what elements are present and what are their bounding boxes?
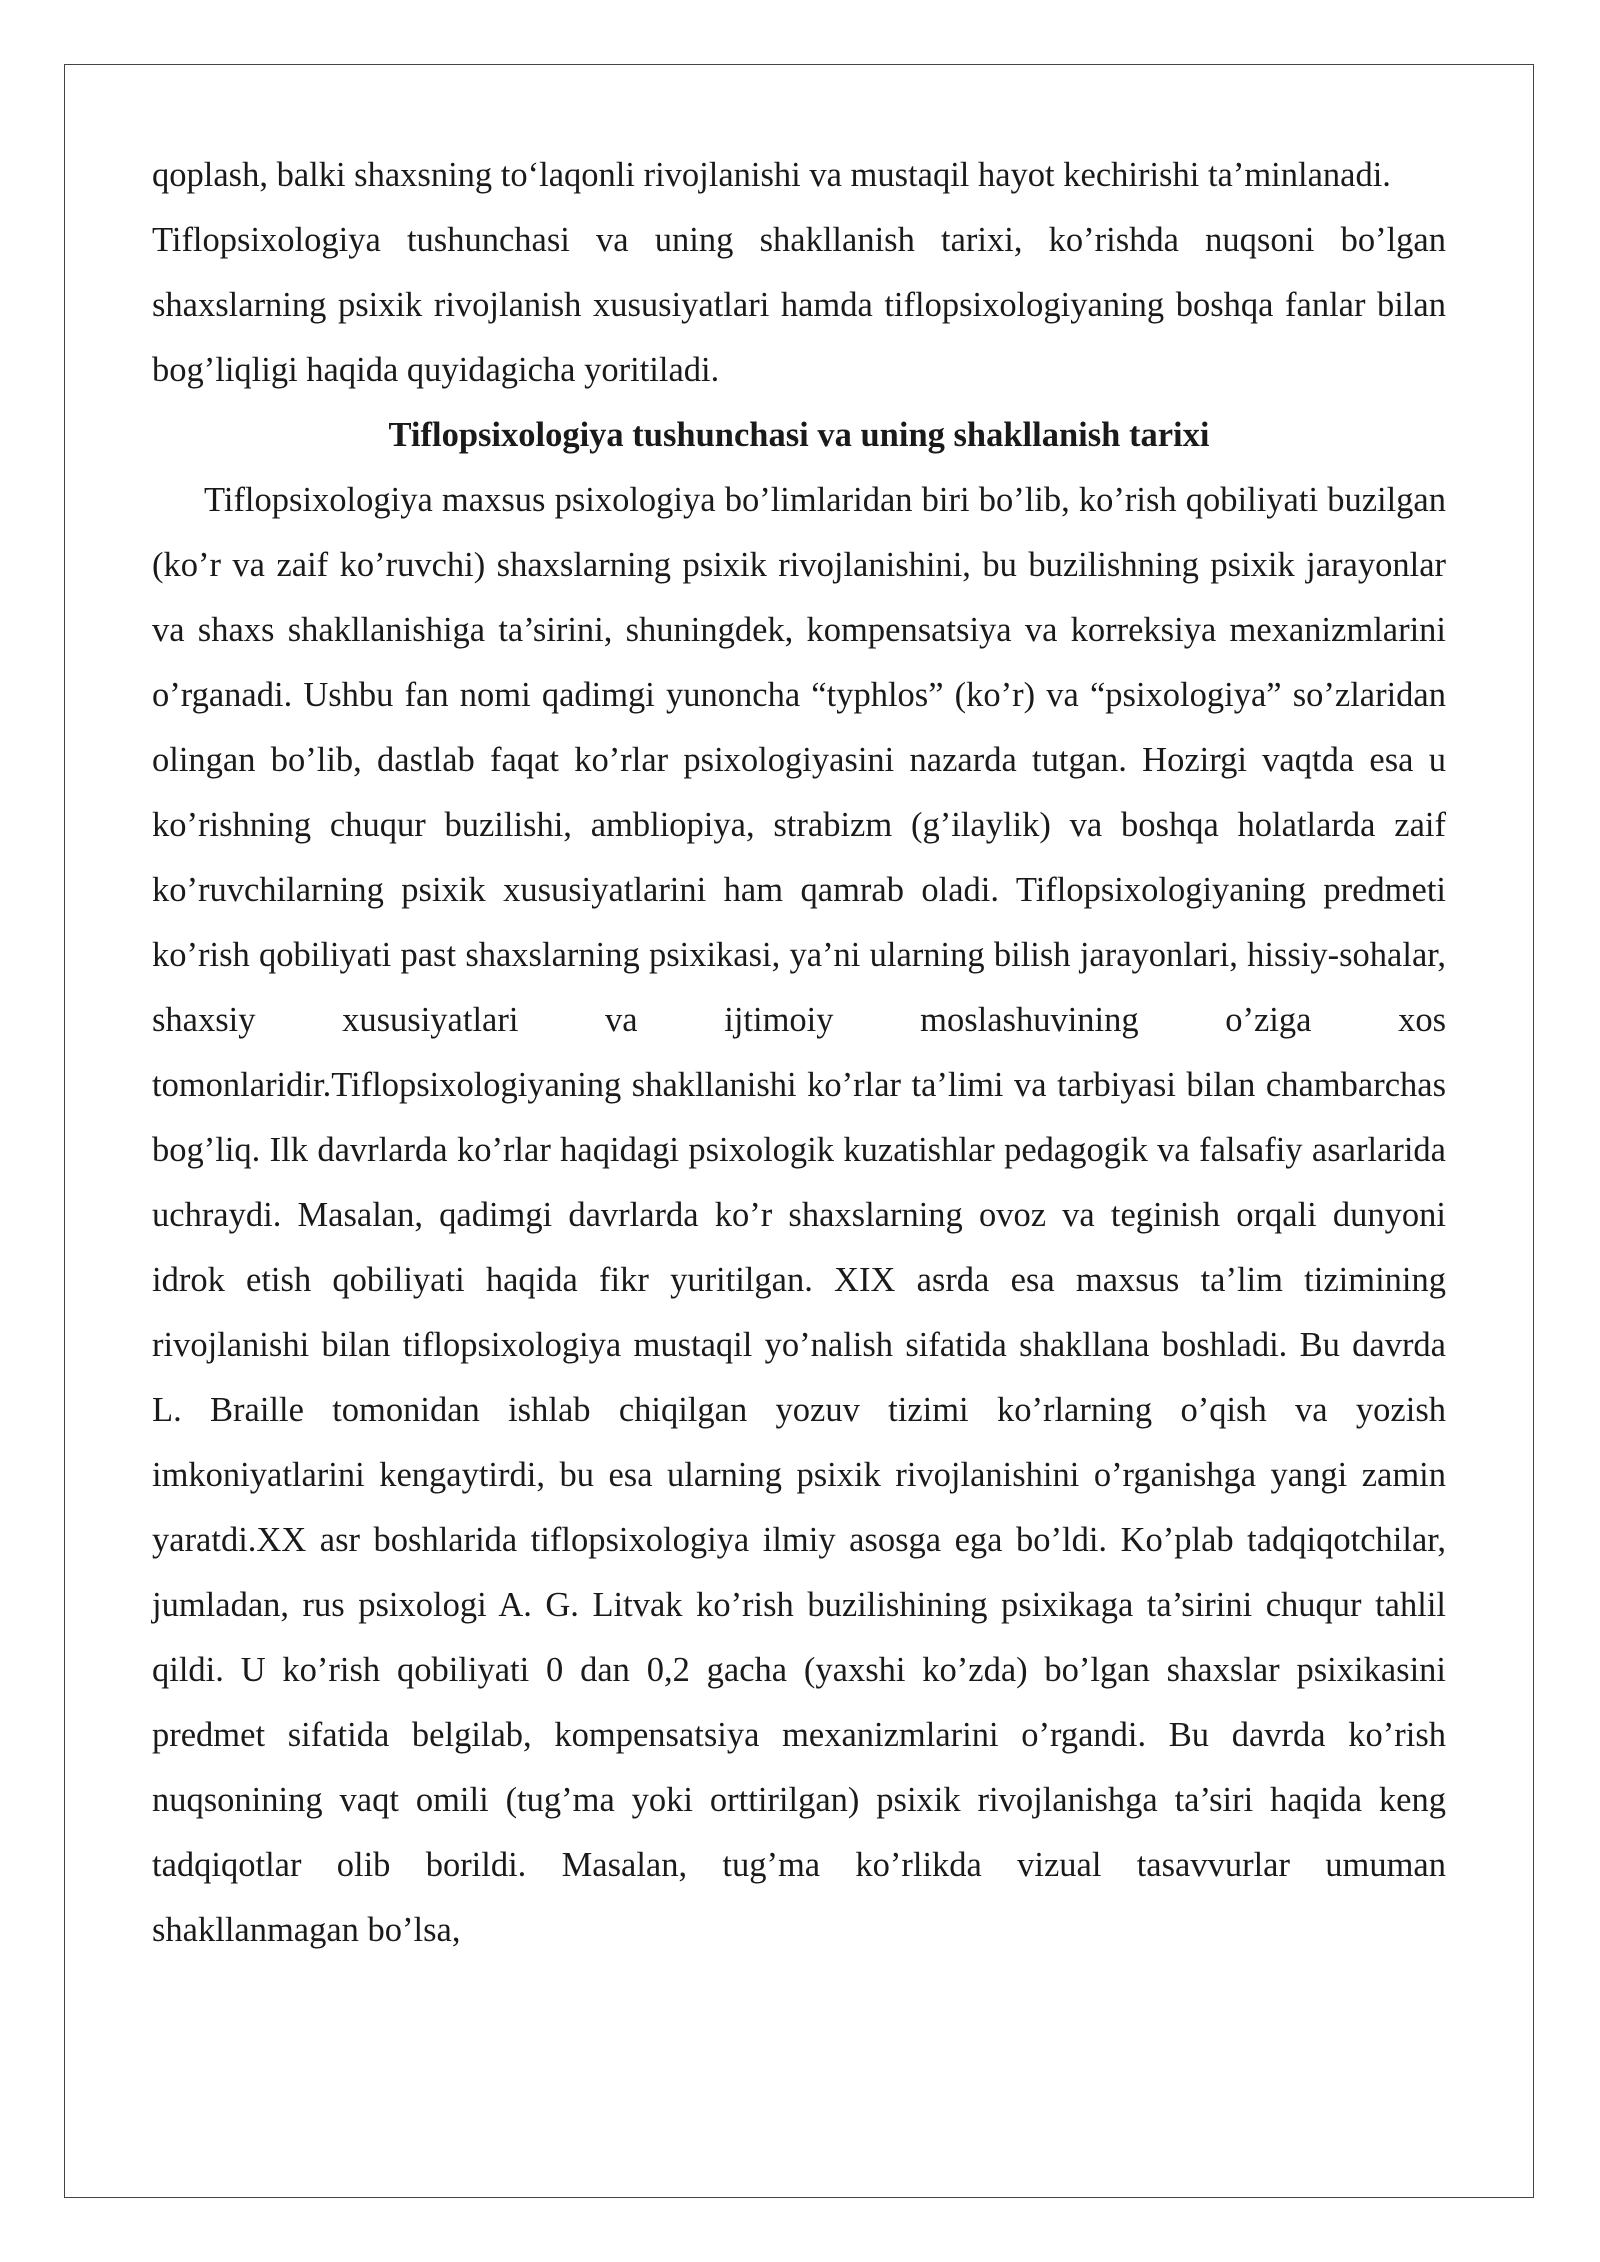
intro-paragraph-1: qoplash, balki shaxsning to‘laqonli rivojlanishi va mustaqil hayot kechirishi ta’minlanadi. [152, 156, 1391, 194]
intro-paragraph-2: Tiflopsixologiya tushunchasi va uning shakllanish tarixi, ko’rishda nuqsoni bo’lgan shaxslarning psixik rivojlanish xususiyatlari hamda tiflopsixologiyaning boshqa fanlar bilan bog’liqligi haqida quyidagicha yoritiladi. [152, 221, 1446, 389]
page-content [152, 143, 1446, 1963]
section-heading: Tiflopsixologiya tushunchasi va uning shakllanish tarixi [388, 416, 1210, 454]
body-paragraph: Tiflopsixologiya maxsus psixologiya bo’limlaridan biri bo’lib, ko’rish qobiliyati buzilgan (ko’r va zaif ko’ruvchi) shaxslarning psixik rivojlanishini, bu buzilishning psixik jarayonlar va shaxs shakllanishiga ta’sirini, shuningdek, kompensatsiya va korreksiya mexanizmlarini o’rganadi. Ushbu fan nomi qadimgi yunoncha “typhlos” (ko’r) va “psixologiya” so’zlaridan olingan bo’lib, dastlab faqat ko’rlar psixologiyasini nazarda tutgan. Hozirgi vaqtda esa u ko’rishning chuqur buzilishi, ambliopiya, strabizm (g’ilaylik) va boshqa holatlarda zaif ko’ruvchilarning psixik xususiyatlarini ham qamrab oladi. Tiflopsixologiyaning predmeti ko’rish qobiliyati past shaxslarning psixikasi, ya’ni ularning bilish jarayonlari, hissiy-sohalar, shaxsiy xususiyatlari va ijtimoiy moslashuvining o’ziga xos tomonlaridir.Tiflopsixologiyaning shakllanishi ko’rlar ta’limi va tarbiyasi bilan chambarchas bog’liq. Ilk davrlarda ko’rlar haqidagi psixologik kuzatishlar pedagogik va falsafiy asarlarida uchraydi. Masalan, qadimgi davrlarda ko’r shaxslarning ovoz va teginish orqali dunyoni idrok etish qobiliyati haqida fikr yuritilgan. XIX asrda esa maxsus ta’lim tizimining rivojlanishi bilan tiflopsixologiya mustaqil yo’nalish sifatida shakllana boshladi. Bu davrda L. Braille tomonidan ishlab chiqilgan yozuv tizimi ko’rlarning o’qish va yozish imkoniyatlarini kengaytirdi, bu esa ularning psixik rivojlanishini o’rganishga yangi zamin yaratdi.XX asr boshlarida tiflopsixologiya ilmiy asosga ega bo’ldi. Ko’plab tadqiqotchilar, jumladan, rus psixologi A. G. Litvak ko’rish buzilishining psixikaga ta’sirini chuqur tahlil qildi. U ko’rish qobiliyati 0 dan 0,2 gacha (yaxshi ko’zda) bo’lgan shaxslar psixikasini predmet sifatida belgilab, kompensatsiya mexanizmlarini o’rgandi. Bu davrda ko’rish nuqsonining vaqt omili (tug’ma yoki orttirilgan) psixik rivojlanishga ta’siri haqida keng tadqiqotlar olib borildi. Masalan, tug’ma ko’rlikda vizual tasavvurlar umuman shakllanmagan bo’lsa, [152, 481, 1446, 1949]
